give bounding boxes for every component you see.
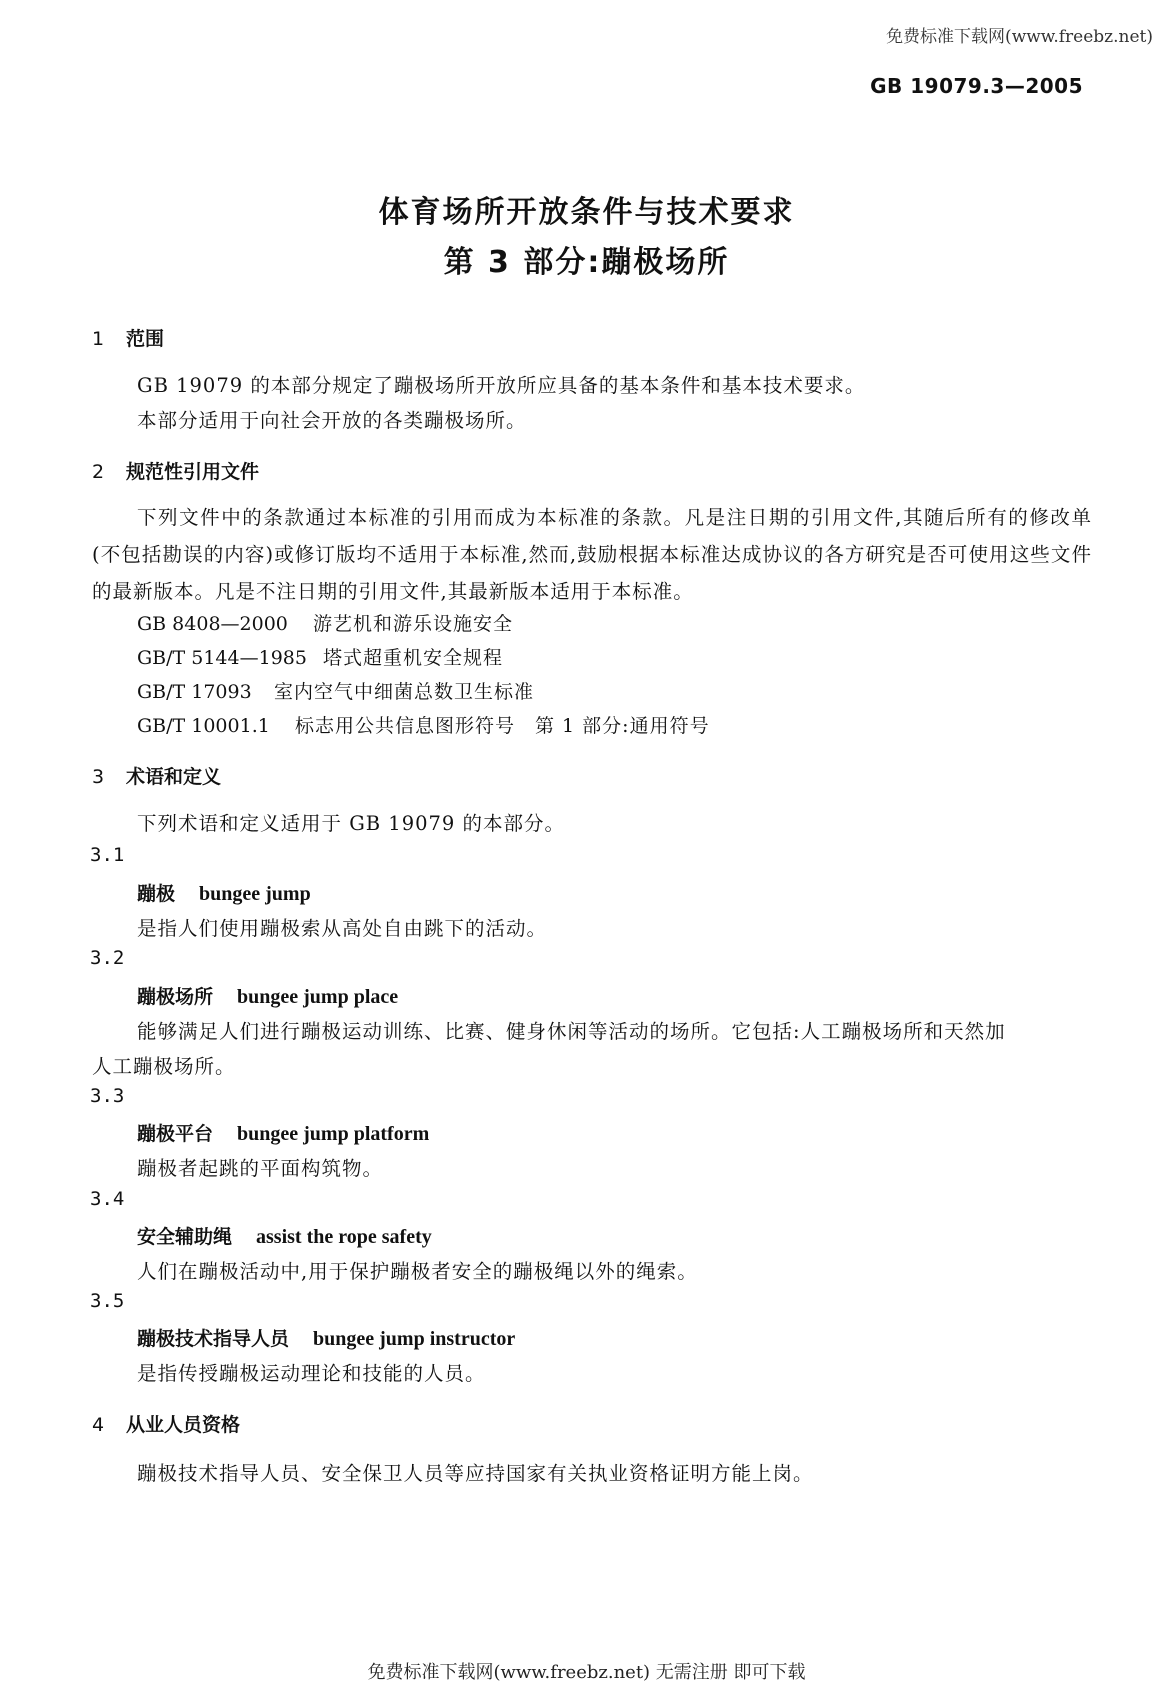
section-heading-scope — [92, 324, 164, 351]
term-number: 3.4 — [90, 1188, 125, 1210]
section-title: 术语和定义 — [126, 766, 222, 788]
reference-title: 标志用公共信息图形符号 第 1 部分:通用符号 — [295, 715, 710, 737]
reference-code: GB 8408—2000 — [137, 613, 288, 635]
term-heading — [137, 1324, 515, 1351]
reference-code: GB/T 5144—1985 — [137, 647, 307, 669]
scope-paragraph-1: GB 19079 的本部分规定了蹦极场所开放所应具备的基本条件和基本技术要求。 — [137, 374, 866, 397]
section-number: 3 — [92, 766, 105, 788]
watermark-bottom[interactable]: 免费标准下载网(www.freebz.net) 无需注册 即可下载 — [367, 1662, 806, 1683]
term-chinese: 蹦极技术指导人员 — [137, 1328, 290, 1350]
section-number: 4 — [92, 1414, 105, 1436]
term-english: bungee jump — [199, 883, 311, 905]
term-number: 3.1 — [90, 844, 125, 866]
reference-title: 塔式超重机安全规程 — [323, 647, 504, 669]
section-heading-normative-references — [92, 457, 259, 484]
term-definition: 能够满足人们进行蹦极运动训练、比赛、健身休闲等活动的场所。它包括:人工蹦极场所和天然加 — [137, 1020, 1006, 1043]
term-number: 3.2 — [90, 947, 125, 969]
section-title: 范围 — [126, 328, 165, 350]
reference-code: GB/T 17093 — [137, 681, 252, 703]
reference-item — [137, 643, 503, 670]
term-english: bungee jump platform — [237, 1123, 430, 1145]
section-title: 规范性引用文件 — [126, 461, 260, 483]
reference-title: 室内空气中细菌总数卫生标准 — [274, 681, 535, 703]
reference-title: 游艺机和游乐设施安全 — [313, 613, 514, 635]
term-number: 3.3 — [90, 1085, 125, 1107]
term-chinese: 蹦极 — [137, 883, 176, 905]
term-heading — [137, 982, 398, 1009]
references-paragraph: 下列文件中的条款通过本标准的引用而成为本标准的条款。凡是注日期的引用文件,其随后所有的修改单(不包括勘误的内容)或修订版均不适用于本标准,然而,鼓励根据本标准达成协议的各方研究是否可使用这些文件的最新版本。凡是不注日期的引用文件,其最新版本适用于本标准。 — [92, 506, 1092, 603]
term-chinese: 蹦极平台 — [137, 1123, 214, 1145]
reference-item — [137, 711, 710, 738]
qualifications-paragraph: 蹦极技术指导人员、安全保卫人员等应持国家有关执业资格证明方能上岗。 — [137, 1462, 814, 1485]
term-definition: 人们在蹦极活动中,用于保护蹦极者安全的蹦极绳以外的绳索。 — [137, 1260, 698, 1283]
term-heading — [137, 879, 311, 906]
terms-intro: 下列术语和定义适用于 GB 19079 的本部分。 — [137, 812, 566, 835]
section-heading-terms-definitions — [92, 762, 221, 789]
reference-item — [137, 609, 513, 636]
term-definition: 是指传授蹦极运动理论和技能的人员。 — [137, 1362, 486, 1385]
watermark-top[interactable]: 免费标准下载网(www.freebz.net) — [886, 27, 1153, 47]
term-heading — [137, 1222, 432, 1249]
term-english: bungee jump instructor — [313, 1328, 516, 1350]
document-subtitle: 第 3 部分:蹦极场所 — [443, 245, 730, 280]
term-chinese: 蹦极场所 — [137, 986, 214, 1008]
term-english: bungee jump place — [237, 986, 399, 1008]
term-definition: 蹦极者起跳的平面构筑物。 — [137, 1157, 384, 1180]
document-title: 体育场所开放条件与技术要求 — [378, 195, 795, 230]
standard-code: GB 19079.3—2005 — [870, 74, 1083, 98]
scope-paragraph-2: 本部分适用于向社会开放的各类蹦极场所。 — [137, 409, 527, 432]
reference-code: GB/T 10001.1 — [137, 715, 270, 737]
term-definition-continued: 人工蹦极场所。 — [92, 1055, 236, 1078]
reference-item — [137, 677, 534, 704]
term-number: 3.5 — [90, 1290, 125, 1312]
term-definition: 是指人们使用蹦极索从高处自由跳下的活动。 — [137, 917, 548, 940]
term-chinese: 安全辅助绳 — [137, 1226, 233, 1248]
section-number: 1 — [92, 328, 105, 350]
section-title: 从业人员资格 — [126, 1414, 241, 1436]
term-english: assist the rope safety — [256, 1226, 432, 1248]
term-heading — [137, 1119, 429, 1146]
section-heading-practitioner-qualifications — [92, 1410, 240, 1437]
section-number: 2 — [92, 461, 105, 483]
